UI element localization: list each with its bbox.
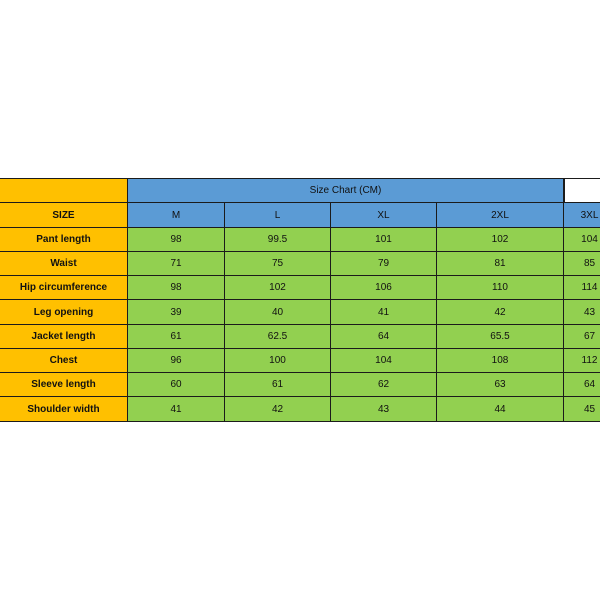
sleeve-length-l: 61	[225, 373, 331, 397]
pant-length-l: 99.5	[225, 228, 331, 252]
size-header-label: SIZE	[0, 203, 128, 228]
hip-circumference-l: 102	[225, 276, 331, 300]
jacket-length-2xl: 65.5	[437, 325, 564, 349]
waist-2xl: 81	[437, 252, 564, 276]
leg-opening-l: 40	[225, 300, 331, 325]
row-label-chest: Chest	[0, 349, 128, 373]
waist-l: 75	[225, 252, 331, 276]
row-label-jacket-length: Jacket length	[0, 325, 128, 349]
sleeve-length-2xl: 63	[437, 373, 564, 397]
blank-header-cell	[564, 178, 600, 203]
waist-xl: 79	[331, 252, 437, 276]
sleeve-length-m: 60	[128, 373, 225, 397]
leg-opening-xl: 41	[331, 300, 437, 325]
chest-xl: 104	[331, 349, 437, 373]
leg-opening-m: 39	[128, 300, 225, 325]
size-header-l: L	[225, 203, 331, 228]
hip-circumference-3xl: 114	[564, 276, 600, 300]
leg-opening-3xl: 43	[564, 300, 600, 325]
shoulder-width-l: 42	[225, 397, 331, 422]
shoulder-width-3xl: 45	[564, 397, 600, 422]
pant-length-2xl: 102	[437, 228, 564, 252]
hip-circumference-2xl: 110	[437, 276, 564, 300]
sleeve-length-3xl: 64	[564, 373, 600, 397]
size-header-3xl: 3XL	[564, 203, 600, 228]
row-label-waist: Waist	[0, 252, 128, 276]
row-label-sleeve-length: Sleeve length	[0, 373, 128, 397]
shoulder-width-m: 41	[128, 397, 225, 422]
chest-m: 96	[128, 349, 225, 373]
row-label-hip-circumference: Hip circumference	[0, 276, 128, 300]
jacket-length-xl: 64	[331, 325, 437, 349]
leg-opening-2xl: 42	[437, 300, 564, 325]
pant-length-3xl: 104	[564, 228, 600, 252]
row-label-pant-length: Pant length	[0, 228, 128, 252]
chest-2xl: 108	[437, 349, 564, 373]
corner-cell	[0, 178, 128, 203]
size-chart-table	[0, 178, 600, 422]
size-chart-title: Size Chart (CM)	[128, 178, 564, 203]
pant-length-m: 98	[128, 228, 225, 252]
hip-circumference-xl: 106	[331, 276, 437, 300]
row-label-leg-opening: Leg opening	[0, 300, 128, 325]
chest-3xl: 112	[564, 349, 600, 373]
row-label-shoulder-width: Shoulder width	[0, 397, 128, 422]
jacket-length-m: 61	[128, 325, 225, 349]
hip-circumference-m: 98	[128, 276, 225, 300]
jacket-length-l: 62.5	[225, 325, 331, 349]
chest-l: 100	[225, 349, 331, 373]
jacket-length-3xl: 67	[564, 325, 600, 349]
waist-m: 71	[128, 252, 225, 276]
size-header-xl: XL	[331, 203, 437, 228]
pant-length-xl: 101	[331, 228, 437, 252]
shoulder-width-xl: 43	[331, 397, 437, 422]
shoulder-width-2xl: 44	[437, 397, 564, 422]
size-header-m: M	[128, 203, 225, 228]
waist-3xl: 85	[564, 252, 600, 276]
sleeve-length-xl: 62	[331, 373, 437, 397]
size-header-2xl: 2XL	[437, 203, 564, 228]
